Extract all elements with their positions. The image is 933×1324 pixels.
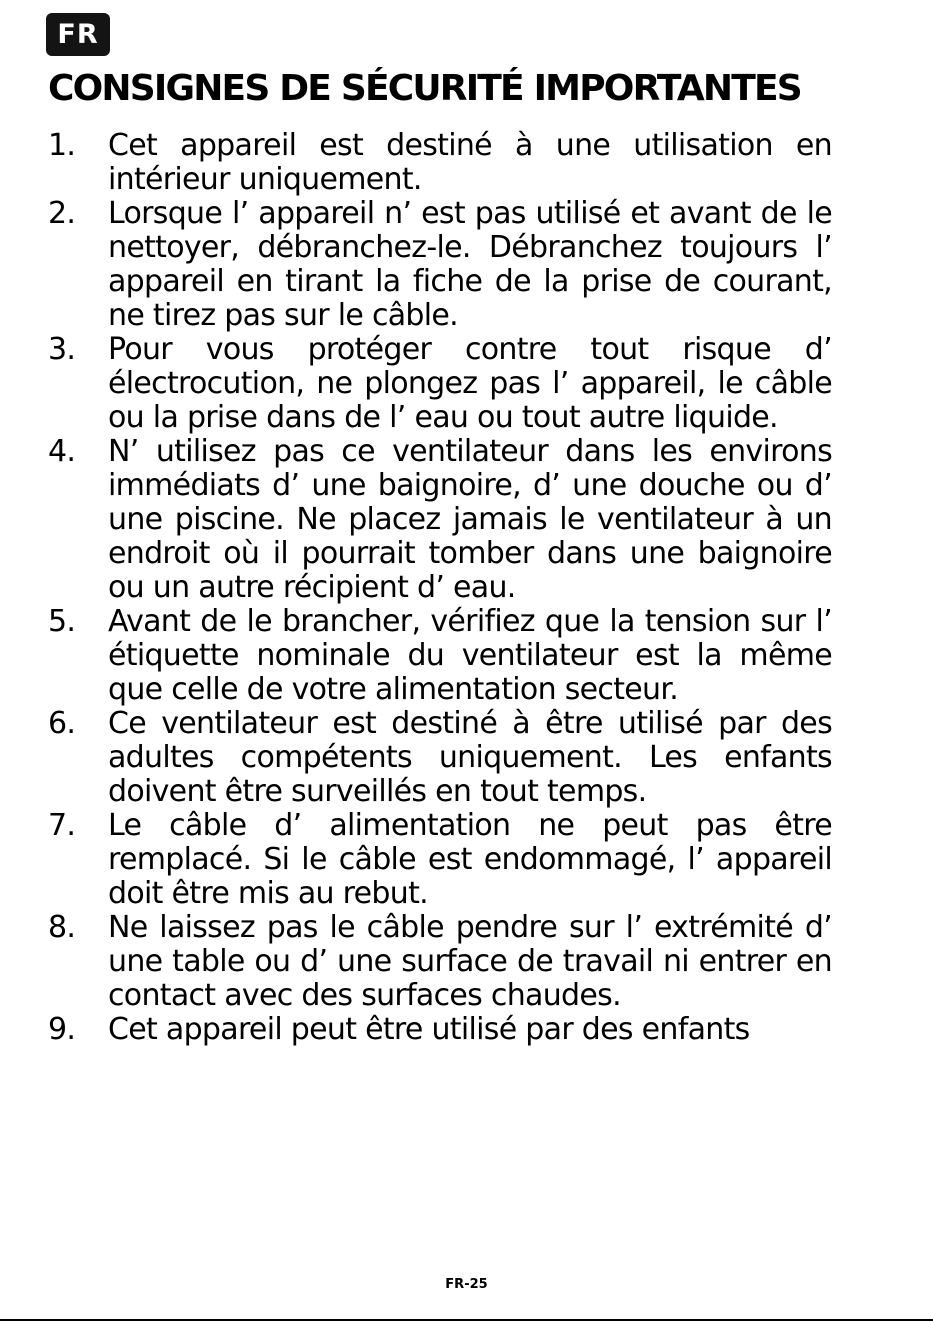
instruction-item — [48, 605, 832, 707]
instruction-text: Cet appareil peut être utilisé par des enfants — [108, 1012, 750, 1047]
instruction-item — [48, 1013, 832, 1047]
instruction-number: 4. — [48, 434, 76, 469]
instruction-text: Avant de le brancher, vérifiez que la tension sur l’ étiquette nominale du ventilateur est la même que celle de votre alimentation secteur. — [108, 604, 832, 707]
instruction-text: Cet appareil est destiné à une utilisation en intérieur uniquement. — [108, 128, 832, 197]
page-title: CONSIGNES DE SÉCURITÉ IMPORTANTES — [48, 68, 801, 109]
instruction-item — [48, 129, 832, 197]
safety-instructions-list — [48, 129, 832, 1047]
instruction-item — [48, 435, 832, 605]
instruction-item — [48, 809, 832, 911]
instruction-item — [48, 333, 832, 435]
instruction-number: 7. — [48, 808, 76, 843]
instruction-item — [48, 197, 832, 333]
instruction-item — [48, 911, 832, 1013]
instruction-number: 8. — [48, 910, 76, 945]
instruction-number: 6. — [48, 706, 76, 741]
instruction-text: Pour vous protéger contre tout risque d’ électrocution, ne plongez pas l’ appareil, le câble ou la prise dans de l’ eau ou tout autre liquide. — [108, 332, 832, 435]
page-number: FR-25 — [445, 1277, 488, 1292]
instruction-number: 5. — [48, 604, 76, 639]
instruction-number: 1. — [48, 128, 76, 163]
footer-divider — [0, 1319, 933, 1321]
language-badge: FR — [46, 13, 110, 56]
instruction-number: 2. — [48, 196, 76, 231]
instruction-text: Le câble d’ alimentation ne peut pas être remplacé. Si le câble est endommagé, l’ appareil doit être mis au rebut. — [108, 808, 832, 911]
instruction-number: 3. — [48, 332, 76, 367]
instruction-text: N’ utilisez pas ce ventilateur dans les environs immédiats d’ une baignoire, d’ une douche ou d’ une piscine. Ne placez jamais le ventilateur à un endroit où il pourrait tomber dans une baignoire ou un autre récipient d’ eau. — [108, 434, 832, 605]
instruction-text: Ne laissez pas le câble pendre sur l’ extrémité d’ une table ou d’ une surface de travail ni entrer en contact avec des surfaces chaudes. — [108, 910, 832, 1013]
instruction-text: Ce ventilateur est destiné à être utilisé par des adultes compétents uniquement. Les enfants doivent être surveillés en tout temps. — [108, 706, 832, 809]
instruction-text: Lorsque l’ appareil n’ est pas utilisé et avant de le nettoyer, débranchez-le. Débranchez toujours l’ appareil en tirant la fiche de la prise de courant, ne tirez pas sur le câble. — [108, 196, 832, 333]
instruction-number: 9. — [48, 1012, 76, 1047]
instruction-item — [48, 707, 832, 809]
